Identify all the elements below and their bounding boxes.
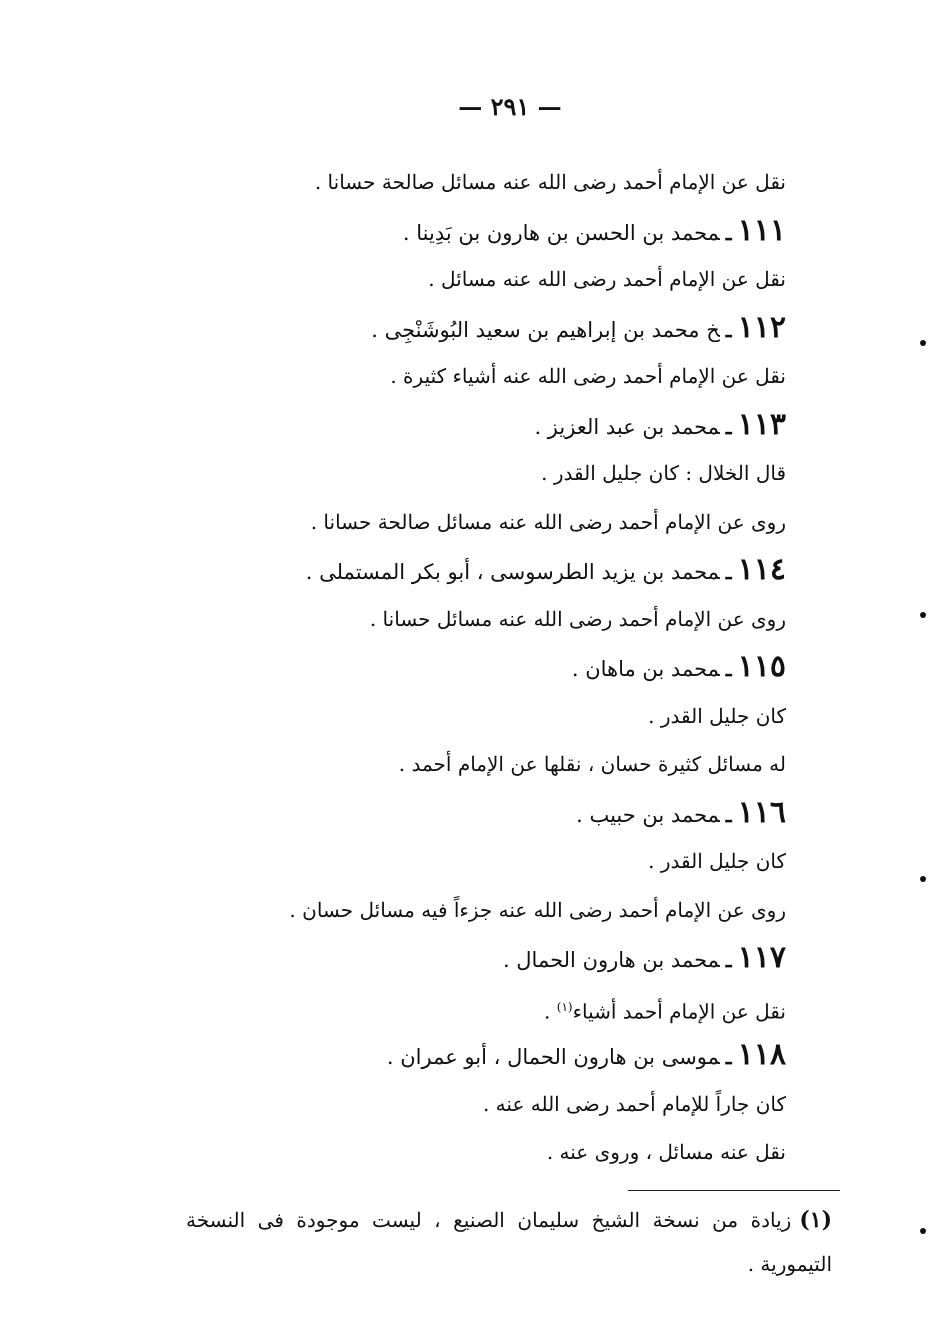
scan-speck <box>920 876 926 882</box>
entry-name: محمد بن حبيب . <box>576 802 720 827</box>
entry-dash: ـ <box>725 948 732 972</box>
text-line <box>146 983 786 1032</box>
text-line: نقل عن الإمام أحمد رضى الله عنه مسائل . <box>428 267 786 291</box>
scan-speck <box>920 1228 926 1234</box>
body-text <box>146 158 786 1177</box>
entry-number: ١١٥ <box>737 649 786 684</box>
text-line: نقل عن الإمام أحمد رضى الله عنه مسائل صالحة حسانا . <box>314 170 786 194</box>
text-line: نقل عنه مسائل ، وروى عنه . <box>546 1140 786 1164</box>
footnote-reference: (١) <box>556 999 573 1014</box>
text-line-content: نقل عن الإمام أحمد أشياء <box>572 999 786 1024</box>
entry-dash: ـ <box>725 220 732 245</box>
biography-entry <box>146 401 786 450</box>
page-number: — ٢٩١ — <box>458 92 562 121</box>
text-line-end: . <box>544 999 557 1024</box>
entry-name: محمد بن عبد العزيز . <box>534 414 720 439</box>
biography-entry <box>146 934 786 983</box>
footnote-divider <box>628 1190 840 1191</box>
entry-number: ١١٣ <box>737 406 786 442</box>
entry-number: ١١٨ <box>737 1037 786 1072</box>
entry-number: ١١١ <box>737 212 786 248</box>
text-line: قال الخلال : كان جليل القدر . <box>541 461 786 485</box>
text-line: كان جاراً للإمام أحمد رضى الله عنه . <box>482 1091 786 1116</box>
text-line: نقل عن الإمام أحمد رضى الله عنه أشياء كثيرة . <box>390 364 786 388</box>
biography-entry <box>146 304 786 353</box>
entry-name: محمد بن الحسن بن هارون بن بَدِينا . <box>402 220 720 245</box>
entry-dash: ـ <box>725 317 732 342</box>
footnote <box>186 1198 832 1286</box>
text-line: كان جليل القدر . <box>648 849 786 873</box>
biography-entry <box>146 643 786 692</box>
text-line: كان جليل القدر . <box>648 703 786 728</box>
entry-number: ١١٢ <box>737 309 786 345</box>
entry-name: خ محمد بن إبراهيم بن سعيد البُوشَنْجِى . <box>371 317 720 342</box>
entry-dash: ـ <box>725 414 732 439</box>
entry-name: محمد بن يزيد الطرسوسى ، أبو بكر المستملى . <box>305 560 720 584</box>
text-line: له مسائل كثيرة حسان ، نقلها عن الإمام أحمد . <box>398 752 786 776</box>
biography-entry <box>146 1031 786 1080</box>
entry-number: ١١٤ <box>737 552 786 587</box>
biography-entry <box>146 546 786 595</box>
entry-name: محمد بن ماهان . <box>571 657 720 681</box>
text-line: روى عن الإمام أحمد رضى الله عنه مسائل صالحة حسانا . <box>310 509 786 534</box>
text-line: روى عن الإمام أحمد رضى الله عنه جزءاً فيه مسائل حسان . <box>289 897 786 922</box>
scan-speck <box>920 340 926 346</box>
scan-speck <box>920 612 926 618</box>
entry-name: محمد بن هارون الحمال . <box>502 948 720 972</box>
entry-dash: ـ <box>725 802 732 827</box>
biography-entry <box>146 789 786 838</box>
entry-dash: ـ <box>725 1045 732 1069</box>
entry-name: موسى بن هارون الحمال ، أبو عمران . <box>386 1045 720 1069</box>
entry-dash: ـ <box>725 560 732 584</box>
entry-number: ١١٦ <box>737 794 786 830</box>
text-line: روى عن الإمام أحمد رضى الله عنه مسائل حسانا . <box>369 606 786 631</box>
footnote-text: زيادة من نسخة الشيخ سليمان الصنيع ، ليست موجودة فى النسخة التيمورية . <box>186 1208 832 1276</box>
entry-dash: ـ <box>725 657 732 681</box>
entry-number: ١١٧ <box>737 940 786 975</box>
biography-entry <box>146 207 786 256</box>
footnote-marker: (١) <box>799 1207 832 1233</box>
